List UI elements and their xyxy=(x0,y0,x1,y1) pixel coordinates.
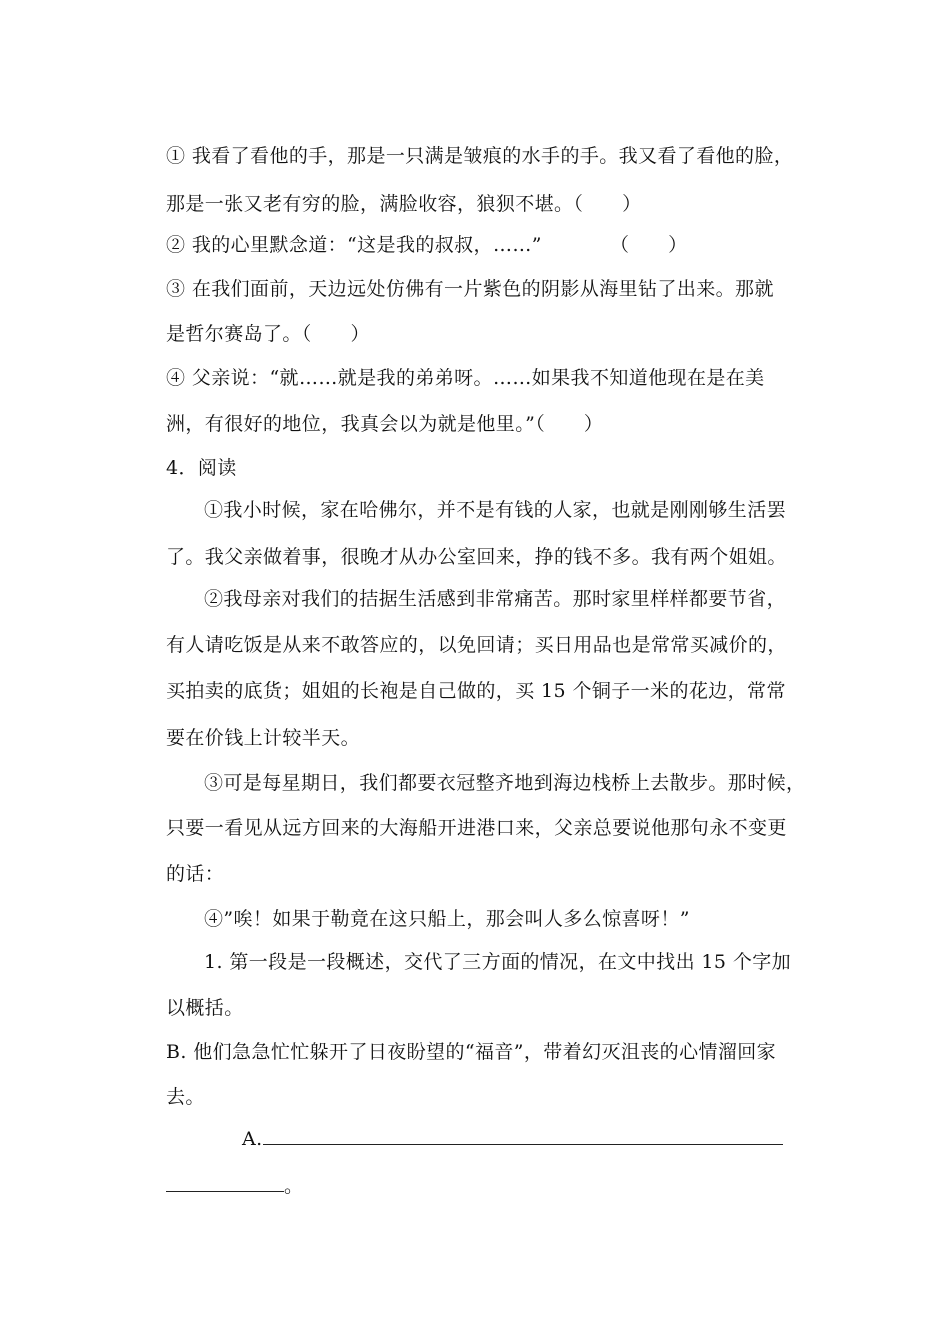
passage-line: 了。我父亲做着事，很晚才从办公室回来，挣的钱不多。我有两个姐姐。 xyxy=(166,546,787,568)
question-line: 1. 第一段是一段概述，交代了三方面的情况，在文中找出 15 个字加 xyxy=(204,951,792,973)
passage-line: 只要一看见从远方回来的大海船开进港口来，父亲总要说他那句永不变更 xyxy=(166,817,787,839)
passage-line: 的话： xyxy=(166,863,225,885)
answer-blank[interactable] xyxy=(166,1173,284,1192)
passage-line: 有人请吃饭是从来不敢答应的，以免回请；买日用品也是常常买减价的， xyxy=(166,634,787,656)
answer-label: A. xyxy=(242,1128,263,1150)
answer-blank[interactable] xyxy=(263,1126,783,1145)
passage-line: ①我小时候，家在哈佛尔，并不是有钱的人家，也就是刚刚够生活罢 xyxy=(204,499,787,521)
passage-line: ④”唉！如果于勒竟在这只船上，那会叫人多么惊喜呀！” xyxy=(204,908,690,930)
question-line: ③ 在我们面前，天边远处仿佛有一片紫色的阴影从海里钻了出来。那就 xyxy=(166,278,774,300)
section-heading: 4．阅读 xyxy=(166,457,237,479)
question-line: ② 我的心里默念道：“这是我的叔叔，……” （ ） xyxy=(166,234,688,256)
answer-end-mark: 。 xyxy=(284,1175,304,1197)
passage-line: ③可是每星期日，我们都要衣冠整齐地到海边栈桥上去散步。那时候， xyxy=(204,772,806,794)
question-line: ④ 父亲说：“就……就是我的弟弟呀。……如果我不知道他现在是在美 xyxy=(166,367,765,389)
answer-line-continued xyxy=(166,1171,303,1198)
question-line: 那是一张又老有穷的脸，满脸收容，狼狈不堪。（ ） xyxy=(166,193,642,215)
question-line: 以概括。 xyxy=(166,997,244,1019)
question-line: 是哲尔赛岛了。（ ） xyxy=(166,323,370,345)
answer-line-a xyxy=(242,1126,783,1150)
passage-line: 买拍卖的底货；姐姐的长袍是自己做的，买 15 个铜子一米的花边，常常 xyxy=(166,680,786,702)
option-line: 去。 xyxy=(166,1086,205,1108)
passage-line: ②我母亲对我们的拮据生活感到非常痛苦。那时家里样样都要节省， xyxy=(204,588,787,610)
option-line: B. 他们急急忙忙躲开了日夜盼望的“福音”，带着幻灭沮丧的心情溜回家 xyxy=(166,1041,777,1063)
question-line: 洲，有很好的地位，我真会以为就是他里。”（ ） xyxy=(166,413,604,435)
question-line: ① 我看了看他的手，那是一只满是皱痕的水手的手。我又看了看他的脸， xyxy=(166,145,794,167)
passage-line: 要在价钱上计较半天。 xyxy=(166,727,361,749)
